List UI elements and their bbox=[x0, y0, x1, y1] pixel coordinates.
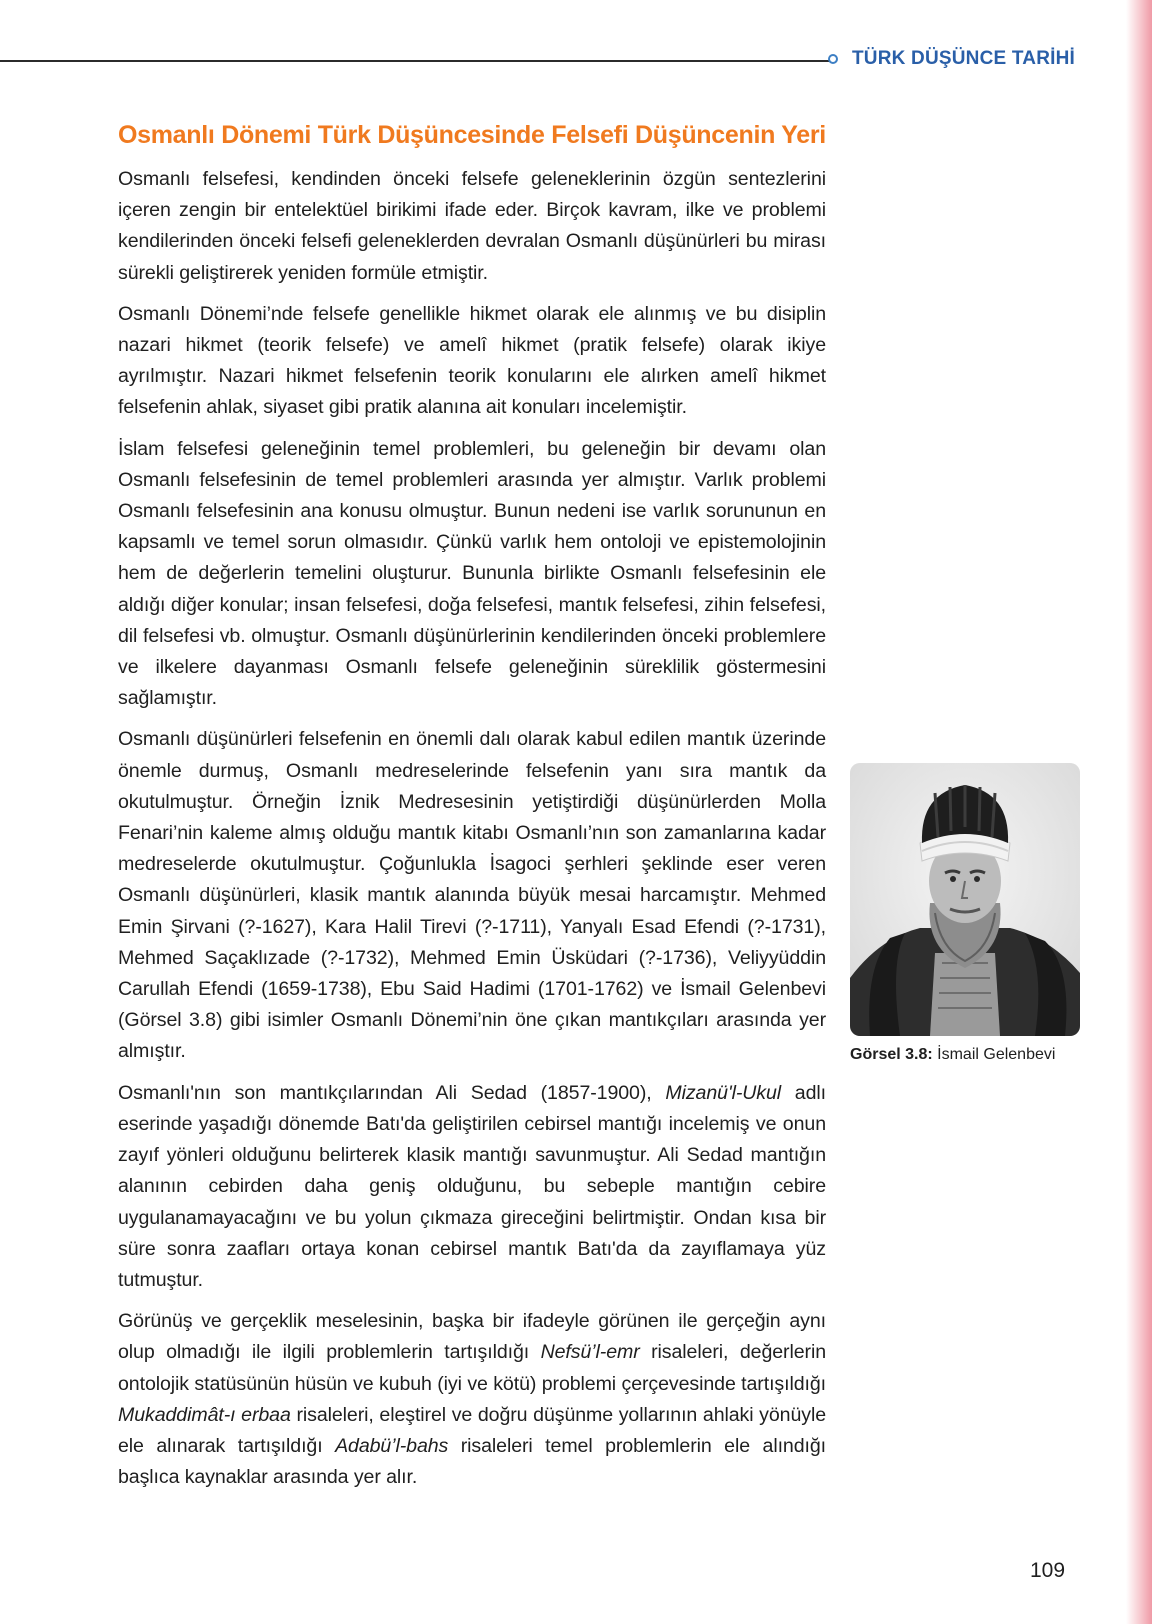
main-content bbox=[118, 118, 826, 1503]
paragraph-6-text-c: risaleleri, eleştirel ve doğru düşünme yollarının ahlaki yönüyle ele alınarak tartışıldığı bbox=[118, 1403, 826, 1457]
figure-caption bbox=[850, 1046, 1080, 1064]
header-rule bbox=[0, 60, 830, 62]
paragraph-6-text-a: Görünüş ve gerçeklik meselesinin, başka bir ifadeyle görünen ile gerçeğin aynı olup olmadığı ile ilgili problemlerin tartışıldığı bbox=[118, 1310, 826, 1364]
paragraph-2: Osmanlı Dönemi’nde felsefe genellikle hikmet olarak ele alınmış ve bu disiplin nazari hikmet (teorik felsefe) ve amelî hikmet (pratik felsefe) olarak ikiye ayrılmıştır. Nazari hikmet felsefenin teorik konularını ele alırken amelî hikmet felsefenin ahlak, siyaset gibi pratik alanına ait konuları incelemiştir. bbox=[118, 302, 826, 419]
header-title: TÜRK DÜŞÜNCE TARİHİ bbox=[852, 48, 1075, 69]
book-title-adabul-bahs: Adabü’l-bahs bbox=[335, 1434, 449, 1457]
paragraph-5-text-a: Osmanlı'nın son mantıkçılarından Ali Sedad (1857-1900), bbox=[118, 1081, 666, 1104]
header-circle-icon bbox=[828, 54, 838, 64]
page-edge-strip bbox=[1126, 0, 1152, 1624]
paragraph-6-text-b: risaleleri, değerlerin ontolojik statüsünün hüsün ve kubuh (iyi ve kötü) problemi çerçevesinde tartışıldığı bbox=[118, 1341, 826, 1395]
caption-label: Görsel 3.8: bbox=[850, 1046, 933, 1063]
paragraph-6-text-d: risaleleri temel problemlerin ele alındığı başlıca kaynaklar arasında yer alır. bbox=[118, 1434, 826, 1489]
book-title-mizanul-ukul: Mizanü'l-Ukul bbox=[665, 1081, 782, 1104]
paragraph-6 bbox=[118, 1306, 826, 1493]
portrait-image bbox=[850, 763, 1080, 1036]
page-number: 109 bbox=[1030, 1559, 1066, 1582]
book-title-nefsul-emr: Nefsü’l-emr bbox=[540, 1341, 640, 1364]
paragraph-4: Osmanlı düşünürleri felsefenin en önemli dalı olarak kabul edilen mantık üzerinde önemle durmuş, Osmanlı medreselerinde felsefenin yanı sıra mantık da okutulmuştur. Örneğin İznik Medresesinin yetiştirdiği düşünürlerden Molla Fenari’nin kaleme almış olduğu mantık kitabı Osmanlı’nın son zamanlarına kadar medreselerde okutulmuştur. Çoğunlukla İsagoci şerhleri şeklinde eser veren Osmanlı düşünürleri, klasik mantık alanında büyük mesai harcamıştır. Mehmed Emin Şirvani (?-1627), Kara Halil Tirevi (?-1711), Yanyalı Esad Efendi (?-1731), Mehmed Saçaklızade (?-1732), Mehmed Emin Üsküdari (?-1736), Veliyyüddin Carullah Efendi (1659-1738), Ebu Said Hadimi (1701-1762) ve İsmail Gelenbevi (Görsel 3.8) gibi isimler Osmanlı Dönemi’nin öne çıkan mantıkçıları arasında yer almıştır. bbox=[118, 728, 826, 1063]
book-title-mukaddimat: Mukaddimât-ı erbaa bbox=[118, 1403, 291, 1426]
caption-text: İsmail Gelenbevi bbox=[932, 1046, 1056, 1063]
section-title: Osmanlı Dönemi Türk Düşüncesinde Felsefi Düşüncenin Yeri bbox=[118, 121, 826, 149]
portrait-illustration bbox=[850, 763, 1080, 1036]
paragraph-5 bbox=[118, 1078, 826, 1296]
paragraph-3: İslam felsefesi geleneğinin temel problemleri, bu geleneğin bir devamı olan Osmanlı felsefesinin de temel problemleri arasında yer almıştır. Varlık problemi Osmanlı felsefesinin ana konusu olmuştur. Bunun nedeni ise varlık sorununun en kapsamlı ve temel sorun olmasıdır. Çünkü varlık hem ontoloji ve epistemolojinin hem de değerlerin temelini oluşturur. Bununla birlikte Osmanlı felsefesinin ele aldığı diğer konular; insan felsefesi, doğa felsefesi, mantık felsefesi, zihin felsefesi, dil felsefesi vb. olmuştur. Osmanlı düşünürlerinin kendilerinden önceki problemlere ve ilkelere dayanması Osmanlı felsefe geleneğinin süreklilik göstermesini sağlamıştır. bbox=[118, 437, 826, 710]
paragraph-5-text-b: adlı eserinde yaşadığı dönemde Batı'da geliştirilen cebirsel mantığı incelemiş ve onun zayıf yönleri olduğunu belirterek klasik mantığı savunmuştur. Ali Sedad mantığın alanının cebirden daha geniş olduğunu, bu sebeple mantığın cebire uygulanamayacağını ve bu yolun çıkmaza gireceğini belirtmiştir. Ondan kısa bir süre sonra zaafları ortaya konan cebirsel mantık Batı'da da zayıflamaya yüz tutmuştur. bbox=[118, 1081, 826, 1291]
paragraph-1: Osmanlı felsefesi, kendinden önceki felsefe geleneklerinin özgün sentezlerini içeren zengin bir entelektüel birikimi ifade eder. Birçok kavram, ilke ve problemi kendilerinden önceki felsefi geleneklerden devralan Osmanlı düşünürleri bu mirası sürekli geliştirerek yeniden formüle etmiştir. bbox=[118, 168, 826, 284]
portrait-figure bbox=[850, 763, 1080, 1064]
